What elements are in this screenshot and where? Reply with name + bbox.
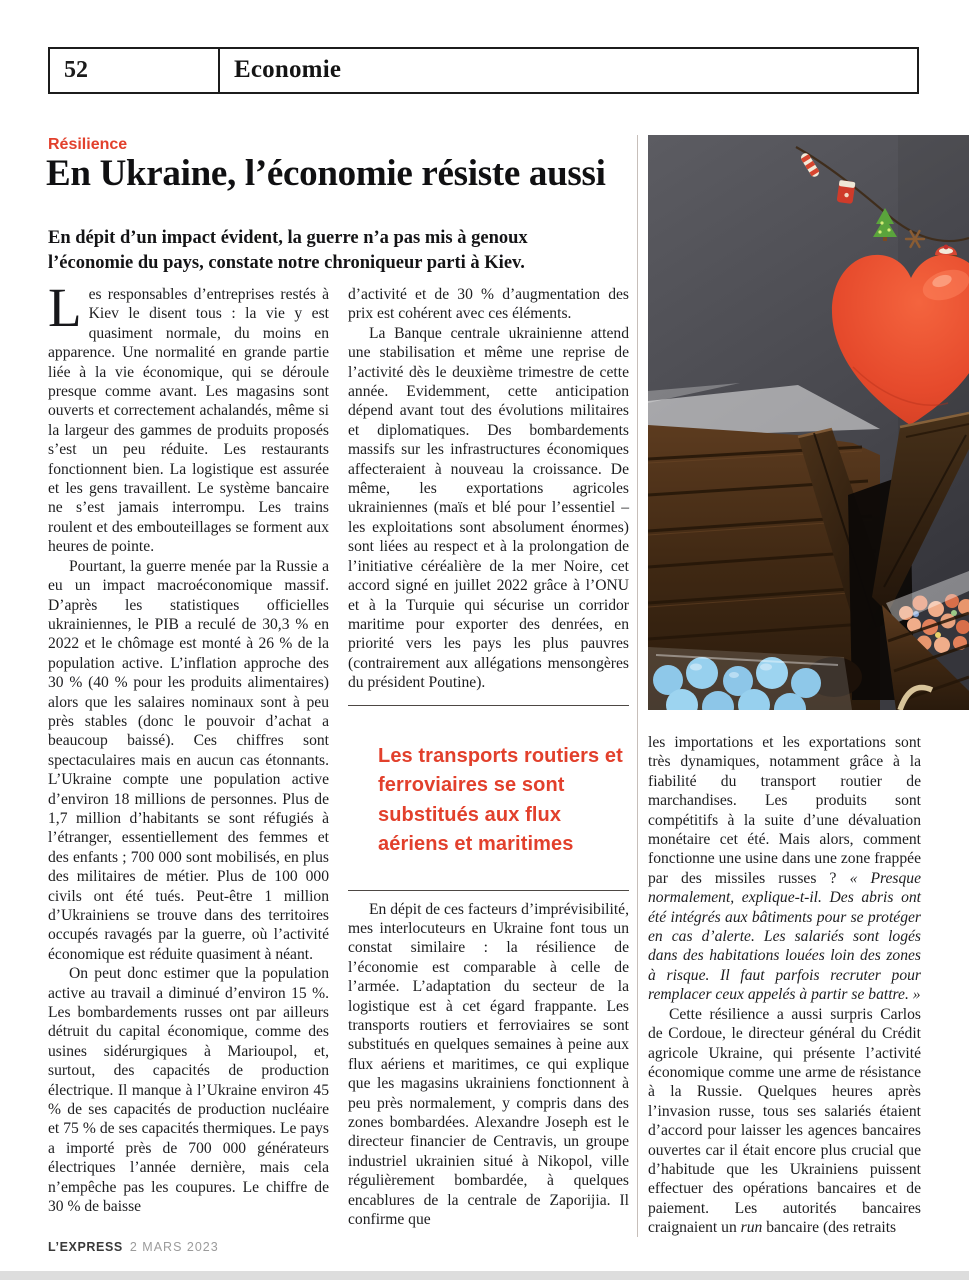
quoted-speech: « Presque normalement, explique-t-il. Des abris ont été intégrés aux bâtiments pour se protéger en cas d’alerte. Les salariés sont logés dans des habitations louées loin des zones à risque. Il faut parfois recruter pour remplacer ceux appelés à partir se battre. » [648,869,921,1004]
article-title: En Ukraine, l’économie résiste aussi [46,153,606,194]
body-paragraph [648,733,921,1005]
photo-illustration [648,135,969,710]
pull-quote: Les transports routiers et ferroviaires se sont substitués aux flux aériens et maritimes [378,744,623,856]
article-standfirst: En dépit d’un impact évident, la guerre n’a pas mis à genoux l’économie du pays, constate notre chroniqueur parti à Kiev. [48,228,528,273]
body-paragraph: La Banque centrale ukrainienne attend une stabilisation et même une reprise de l’activité dès le deuxième trimestre de cette année. Evidemment, cette anticipation dépend avant tout des évolutions militaires et diplomatiques. Des bombardements massifs sur les infrastructures économiques affecteraient à nouveau la croissance. De même, les exportations agricoles ukrainiennes (maïs et blé pour l’essentiel – les exploitations sont absolument énormes) sont liées au respect et à la prolongation de l’initiative céréalière de la mer Noire, cet accord signé en juillet 2022 grâce à l’ONU et à la Turquie qui sécurise un corridor maritime pour exporter des denrées, en priorité vers les pays les plus pauvres (contrairement aux allégations mensongères du président Poutine). [348,324,629,692]
text-column-3 [648,733,921,1238]
body-text: les importations et les exportations sont très dynamiques, notamment grâce à la fiabilité du transport routier de marchandises. Les produits sont compétitifs à la suite d’une dévaluation monétaire cet été. Mais alors, comment fonctionne une usine dans une zone frappée par des missiles russes ? [648,734,921,887]
body-paragraph: Pourtant, la guerre menée par la Russie a eu un impact macroéconomique massif. D’après les statistiques officielles ukrainiennes, le PIB a reculé de 30,3 % en 2022 et le chômage est monté à 26 % de la population active. L’inflation approche des 30 % (40 % pour les produits alimentaires) alors que les salaires nominaux sont à peu près stables (donc le pouvoir d’achat a beaucoup baissé). Ces chiffres sont spectaculaires mais en aucun cas étonnants. L’Ukraine compte une population active d’environ 18 millions de personnes. Plus de 1,7 million d’habitants se sont réfugiés à l’étranger, essentiellement des femmes et des enfants ; 700 000 sont mobilisés, en plus des militaires de métier. Plus de 100 000 civils ont été tués. Peut-être 1 million d’Ukrainiens se trouve dans des territoires occupés ravagés par la guerre, où l’activité économique est réduite quasiment à néant. [48,557,329,963]
body-paragraph: On peut donc estimer que la population active au travail a diminué d’environ 15 %. Les bombardements russes ont par ailleurs détruit du capital économique, comme des usines sidérurgiques à Marioupol, et, surtout, des capacités de production électrique. Il manque à l’Ukraine environ 45 % de ses capacités de production nucléaire et 75 % de ses capacités thermiques. Le pays a importé près de 700 000 générateurs électriques l’année dernière, mais cela n’empêche pas les coupures. Le chiffre de 30 % de baisse [48,965,329,1216]
section-title: Economie [234,56,342,83]
text-column-2 [348,285,629,1229]
page-number: 52 [64,57,88,83]
body-paragraph: d’activité et de 30 % d’augmentation des prix est cohérent avec ces éléments. [348,286,629,323]
header-divider [218,49,220,92]
page-header [48,47,919,94]
issue-date: 2 MARS 2023 [129,1240,219,1254]
magazine-brand: L’EXPRESS [48,1240,123,1254]
pull-quote-block [348,705,629,891]
body-text: Cette résilience a aussi surpris Carlos de Cordoue, le directeur général du Crédit agricole Ukraine, qui présente l’activité économique comme une arme de résistance à la Russie. Quelques heures après l’invasion russe, tous ses salariés étaient d’accord pour laisser les agences bancaires ouvertes car il était encore plus crucial que d’habitude que les Ukrainiens puissent effectuer des opérations bancaires et de paiement. Les autorités bancaires craignaient un [648,1005,921,1237]
page-bottom-edge [0,1271,969,1280]
page-footer [48,1240,219,1254]
text-column-1 [48,277,329,1217]
pull-quote-rule-bottom [348,890,629,891]
column-divider-rule [637,135,638,1237]
italic-term: run [740,1219,763,1237]
body-paragraph: Les responsables d’entreprises restés à Kiev le disent tous : la vie y est quasiment normale, du moins en apparence. Une normalité en grande partie liée à la vie économique, qui se déroule presque comme avant. Les magasins sont ouverts et correctement achalandés, même si la largeur des gammes de produits proposés s’est un peu réduite. Les restaurants fonctionnent bien. La logistique est assurée et les gens travaillent. Le système bancaire ne s’est jamais interrompu. Les trains roulent et des embouteillages se forment aux heures de pointe. [48,277,329,556]
body-paragraph: En dépit de ces facteurs d’imprévisibilité, mes interlocuteurs en Ukraine font tous un constat similaire : la résilience de l’économie est comparable à celle de l’armée. L’adaptation du secteur de la logistique est à cet égard frappante. Les transports routiers et ferroviaires se sont substitués en quelques semaines à peine aux flux aériens et maritimes, ce qui explique que les magasins ukrainiens fonctionnent à peu près normalement, y compris dans des zones bombardées. Alexandre Joseph est le directeur financier de Centravis, un groupe industriel ukrainien situé à Nikopol, ville régulièrement bombardée, à quelques encablures de la centrale de Zaporijia. Il confirme que [348,900,629,1229]
body-paragraph [648,1005,921,1238]
stocking-ornament [837,180,856,204]
article-photo [648,135,969,710]
body-text: bancaire (des retraits [762,1219,897,1237]
article-kicker: Résilience [48,136,128,153]
